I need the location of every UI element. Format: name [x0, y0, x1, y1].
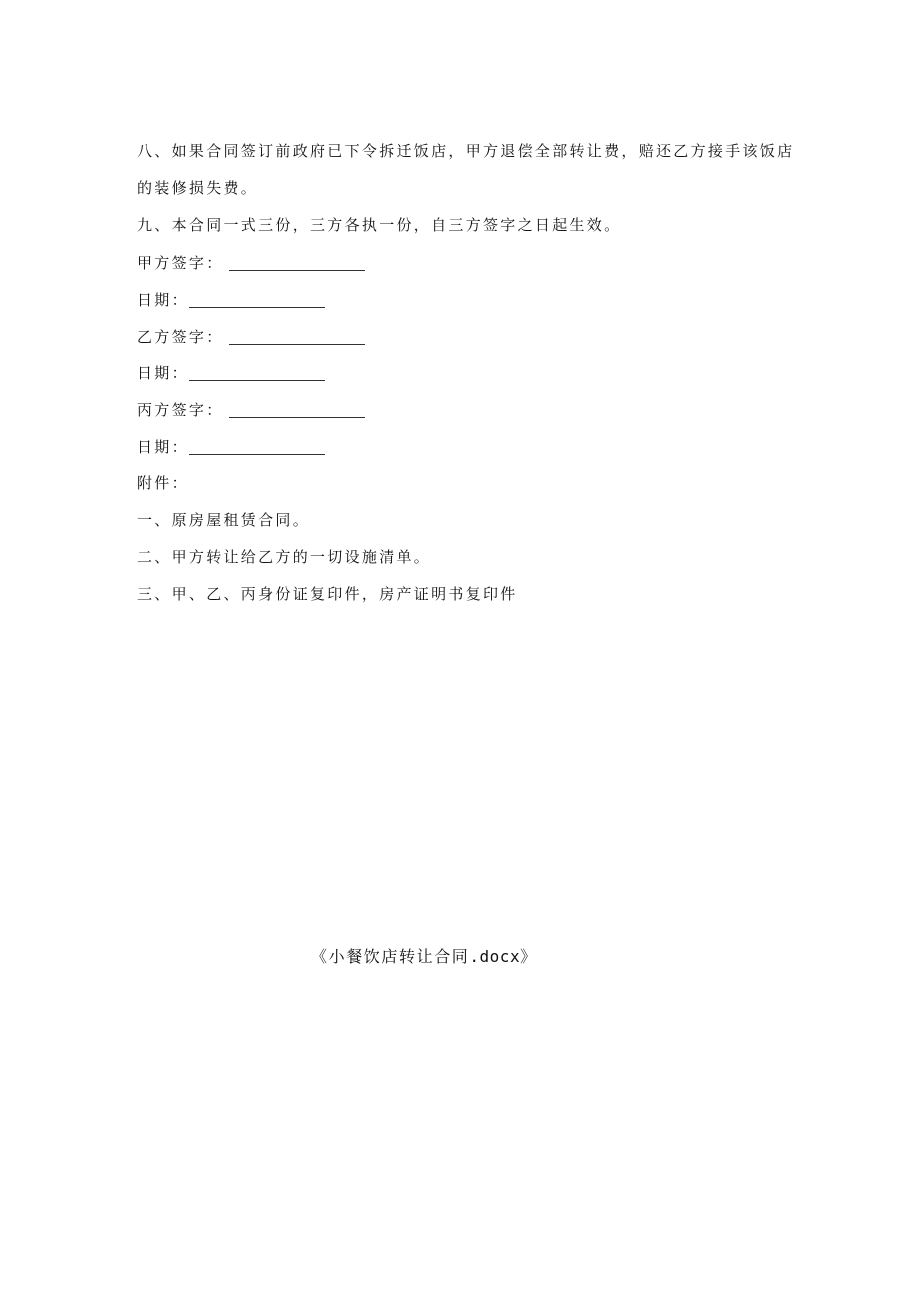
date-blank-line[interactable] [189, 307, 325, 308]
date-label: 日期： [137, 364, 189, 382]
attachment-item: 三、甲、乙、丙身份证复印件，房产证明书复印件 [137, 585, 518, 603]
footer-close-bracket: 》 [520, 947, 538, 966]
date-party-b [137, 363, 189, 383]
date-blank-line[interactable] [189, 454, 325, 455]
signature-party-b [137, 327, 224, 347]
attachment-item: 一、原房屋租赁合同。 [137, 511, 311, 529]
date-label: 日期： [137, 438, 189, 456]
signature-blank-line[interactable] [229, 270, 365, 271]
document-filename-footer [311, 946, 538, 968]
signature-party-a [137, 253, 224, 273]
clause-8-line-2: 的装修损失费。 [137, 179, 259, 197]
attachments-heading: 附件： [137, 474, 189, 492]
signature-label: 甲方签字： [137, 254, 224, 272]
signature-blank-line[interactable] [229, 417, 365, 418]
signature-party-c [137, 400, 224, 420]
date-blank-line[interactable] [189, 380, 325, 381]
attachment-item: 二、甲方转让给乙方的一切设施清单。 [137, 548, 432, 566]
date-label: 日期： [137, 291, 189, 309]
clause-8-line-1: 八、如果合同签订前政府已下令拆迁饭店，甲方退偿全部转让费，赔还乙方接手该饭店 [137, 142, 795, 160]
signature-blank-line[interactable] [229, 344, 365, 345]
signature-label: 丙方签字： [137, 401, 224, 419]
clause-9: 九、本合同一式三份，三方各执一份，自三方签字之日起生效。 [137, 216, 622, 234]
date-party-a [137, 290, 189, 310]
footer-title: 《小餐饮店转让合同 [311, 947, 470, 966]
footer-extension: .docx [469, 947, 521, 966]
signature-label: 乙方签字： [137, 328, 224, 346]
date-party-c [137, 437, 189, 457]
